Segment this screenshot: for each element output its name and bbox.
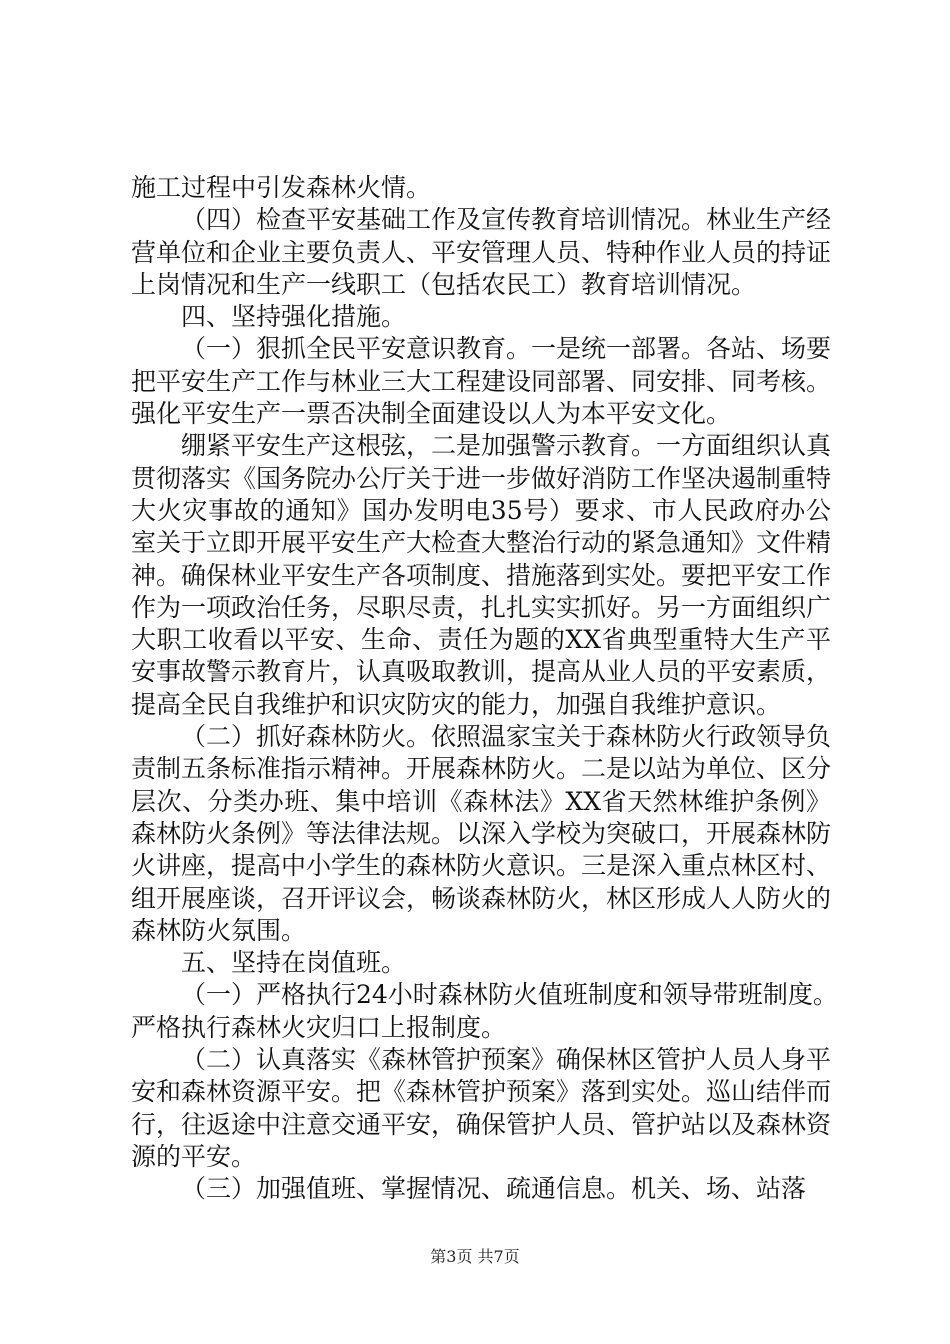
paragraph-6: （二）抓好森林防火。依照温家宝关于森林防火行政领导负责制五条标准指示精神。开展森林防火。二是以站为单位、区分层次、分类办班、集中培训《森林法》XX省天然林维护条例》森林防火条例》等法律法规。以深入学校为突破口，开展森林防火讲座，提高中小学生的森林防火意识。三是深入重点林区村、组开展座谈，召开评议会，畅谈森林防火，林区形成人人防火的森林防火氛围。 xyxy=(131,722,832,945)
document-body xyxy=(131,172,838,1206)
section-heading-4: 四、坚持强化措施。 xyxy=(181,302,407,332)
paragraph-2: （四）检查平安基础工作及宣传教育培训情况。林业生产经营单位和企业主要负责人、平安管理人员、特种作业人员的持证上岗情况和生产一线职工（包括农民工）教育培训情况。 xyxy=(131,205,832,299)
paragraph-1: 施工过程中引发森林火情。 xyxy=(131,173,432,202)
paragraph-10: （二）认真落实《森林管护预案》确保林区管护人员人身平安和森林资源平安。把《森林管护预案》落到实处。巡山结伴而行，往返途中注意交通平安，确保管护人员、管护站以及森林资源的平安。 xyxy=(131,1045,832,1171)
paragraph-9: 严格执行森林火灾归口上报制度。 xyxy=(131,1012,507,1042)
paragraph-5: 绷紧平安生产这根弦，二是加强警示教育。一方面组织认真贯彻落实《国务院办公厅关于进一步做好消防工作坚决遏制重特大火灾事故的通知》国办发明电35号）要求、市人民政府办公室关于立即开展平安生产大检查大整治行动的紧急通知》文件精神。确保林业平安生产各项制度、措施落到实处。要把平安工作作为一项政治任务，尽职尽责，扎扎实实抓好。另一方面组织广大职工收看以平安、生命、责任为题的XX省典型重特大生产平安事故警示教育片，认真吸取教训，提高从业人员的平安素质，提高全民自我维护和识灾防灾的能力，加强自我维护意识。 xyxy=(131,431,832,719)
paragraph-4: （一）狠抓全民平安意识教育。一是统一部署。各站、场要把平安生产工作与林业三大工程建设同部署、同安排、同考核。强化平安生产一票否决制全面建设以人为本平安文化。 xyxy=(131,334,832,429)
page-number-footer: 第3页 共7页 xyxy=(430,1247,520,1266)
paragraph-8: （一）严格执行24小时森林防火值班制度和领导带班制度。 xyxy=(181,980,838,1010)
section-heading-5: 五、坚持在岗值班。 xyxy=(181,948,407,978)
paragraph-11: （三）加强值班、掌握情况、疏通信息。机关、场、站落 xyxy=(181,1174,807,1204)
